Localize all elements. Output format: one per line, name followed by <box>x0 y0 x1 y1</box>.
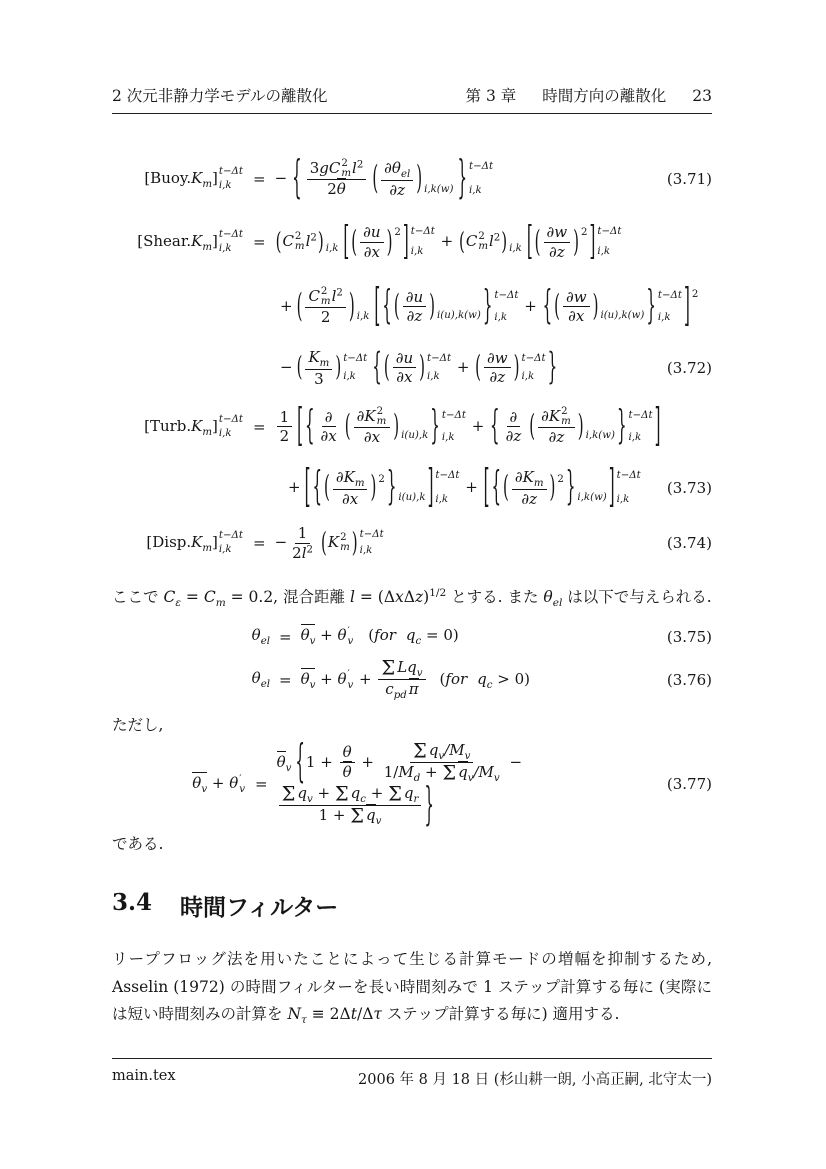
equals-sign: = <box>279 627 292 646</box>
page-content <box>112 84 712 1029</box>
equation-number: (3.73) <box>666 479 712 497</box>
equation-3.73-line2 <box>112 458 712 518</box>
equation-lhs: $[Shear.K_m]$ t−Δt i,k <box>137 228 243 255</box>
header-chapter-title: 時間方向の離散化 <box>542 87 667 105</box>
header-left-title: 2 次元非静力学モデルの離散化 <box>112 87 328 105</box>
equation-lhs: $\theta_{el}$ <box>251 626 270 647</box>
equation-lhs: $[Buoy.K_m]$ t−Δt i,k <box>144 165 243 192</box>
paragraph-tadashi: ただし, <box>112 715 164 734</box>
equation-body: − $\frac{1}{2l^2}$ (K 2 m ) t−Δt i,k <box>274 523 384 562</box>
paragraph-mixing-length: ここで $C_\varepsilon = C_m = 0.2$, 混合距離 $l = (\Delta x\Delta z)^{1/2}$ とする. また $\theta_{el}$ は以下で与えられる. <box>112 587 712 609</box>
equals-sign: = <box>255 775 268 794</box>
section-title: 時間フィルター <box>180 894 339 922</box>
section-number: 3.4 <box>112 889 153 917</box>
equation-3.71 <box>112 148 712 210</box>
footer-date-authors: 2006 年 8 月 18 日 (杉山耕一朗, 小高正嗣, 北守太一) <box>358 1072 712 1088</box>
equation-body: $\theta_v$ {1 + $\frac{\theta}{\theta}$ + Σ $q_v/M_v$ $1/M_d + \Sigma$ $q_v/M_v$ − Σ $q_v + \Sigma$ $q_c + \Sigma$ $q_r$ 1 + Σ $q_v$ } <box>276 734 523 832</box>
page-header <box>112 84 712 114</box>
equation-body: + ( C 2 m $l^2$ 2 ) i,k [ { ( $\frac{\partial u}{\partial z}$ ) i(u),k(w) } t−Δt i,k + { ( $\frac{\partial w}{\partial x}$ ) i(u),k(w) } t−Δt i,k ] 2 <box>280 278 699 333</box>
equation-body: + [ { ( $\frac{\partial K_m}{\partial x}$ ) 2 } i(u),k ] t−Δt i,k + [ { ( $\frac{\partial K_m}{\partial z}$ ) 2 } i,k(w) ] t−Δt i,k <box>288 459 641 514</box>
section-heading <box>112 889 712 922</box>
equals-sign: = <box>279 670 292 689</box>
equals-sign: = <box>253 418 266 436</box>
equation-3.73-line1 <box>112 396 712 458</box>
page-number: 23 <box>692 87 712 105</box>
equals-sign: = <box>253 170 266 188</box>
equation-lhs: $\theta_{el}$ <box>251 669 270 690</box>
equation-number: (3.74) <box>666 534 712 552</box>
equation-body: $\frac{1}{2}$ [ { ∂ ∂x ( ∂K 2 m ∂x ) i(u),k } t−Δt i,k + { ∂ ∂z ( ∂K 2 m ∂z ) i,k(w) } t−Δt i,k ] <box>275 407 662 447</box>
footer-filename: main.tex <box>112 1068 176 1084</box>
equation-number: (3.76) <box>666 670 712 689</box>
equation-body: (C 2 m $l^2$) i,k [ ( $\frac{\partial u}{\partial x}$ ) 2 ] t−Δt i,k + (C 2 m $l^2$) i,k [ ( $\frac{\partial w}{\partial z}$ ) 2 ] t−Δt i,k <box>275 217 622 265</box>
equation-block-3.75-3.76 <box>112 620 712 706</box>
paragraph-dearu: である. <box>112 835 164 854</box>
paragraph-time-filter: リープフロッグ法を用いたことによって生じる計算モードの増幅を抑制するため, Asselin (1972) の時間フィルターを長い時間刻みで 1 ステップ計算する毎に (実際には短い時間刻みの計算を $N_\tau \equiv 2\Delta t/\Delta\tau$ ステップ計算する毎に) 適用する. <box>112 950 712 1027</box>
header-chapter: 第 3 章 <box>465 87 517 105</box>
equation-number: (3.77) <box>666 775 712 794</box>
equation-3.76 <box>112 654 712 706</box>
equation-3.77 <box>112 734 712 832</box>
equation-body: $\theta_v + \theta$ ′ v (for $q_c = 0$) <box>300 625 459 648</box>
header-right <box>466 84 712 106</box>
equation-body: − { 3gC 2 m $l^2$ 2θ ( $\partial\theta_{el}$ ∂z ) i,k(w) } t−Δt i,k <box>274 150 494 205</box>
equation-3.72-line3 <box>112 340 712 396</box>
equation-body: − ( $\frac{K_m}{3}$ ) t−Δt i,k { ( $\frac{\partial u}{\partial x}$ ) t−Δt i,k + ( $\frac{\partial w}{\partial z}$ ) t−Δt i,k } <box>280 345 558 389</box>
equation-lhs: $\theta_v + \theta$ ′ v <box>192 773 245 795</box>
equation-body: $\theta_v + \theta$ ′ v + Σ $Lq_v$ $c_{pd}$ π (for $q_c > 0$) <box>300 656 530 701</box>
equation-number: (3.75) <box>666 627 712 646</box>
equation-3.72-line2 <box>112 274 712 340</box>
equation-3.72-line1 <box>112 210 712 274</box>
equation-lhs: $[Disp.K_m]$ t−Δt i,k <box>146 529 243 556</box>
equals-sign: = <box>253 233 266 251</box>
equation-3.75 <box>112 620 712 654</box>
equation-block-3.71-3.74 <box>112 148 712 568</box>
equation-number: (3.71) <box>666 170 712 188</box>
equation-lhs: $[Turb.K_m]$ t−Δt i,k <box>144 413 243 440</box>
equation-block-3.77 <box>112 734 712 832</box>
equation-number: (3.72) <box>666 359 712 377</box>
equation-3.74 <box>112 518 712 568</box>
equals-sign: = <box>253 534 266 552</box>
page-footer <box>112 1058 712 1089</box>
